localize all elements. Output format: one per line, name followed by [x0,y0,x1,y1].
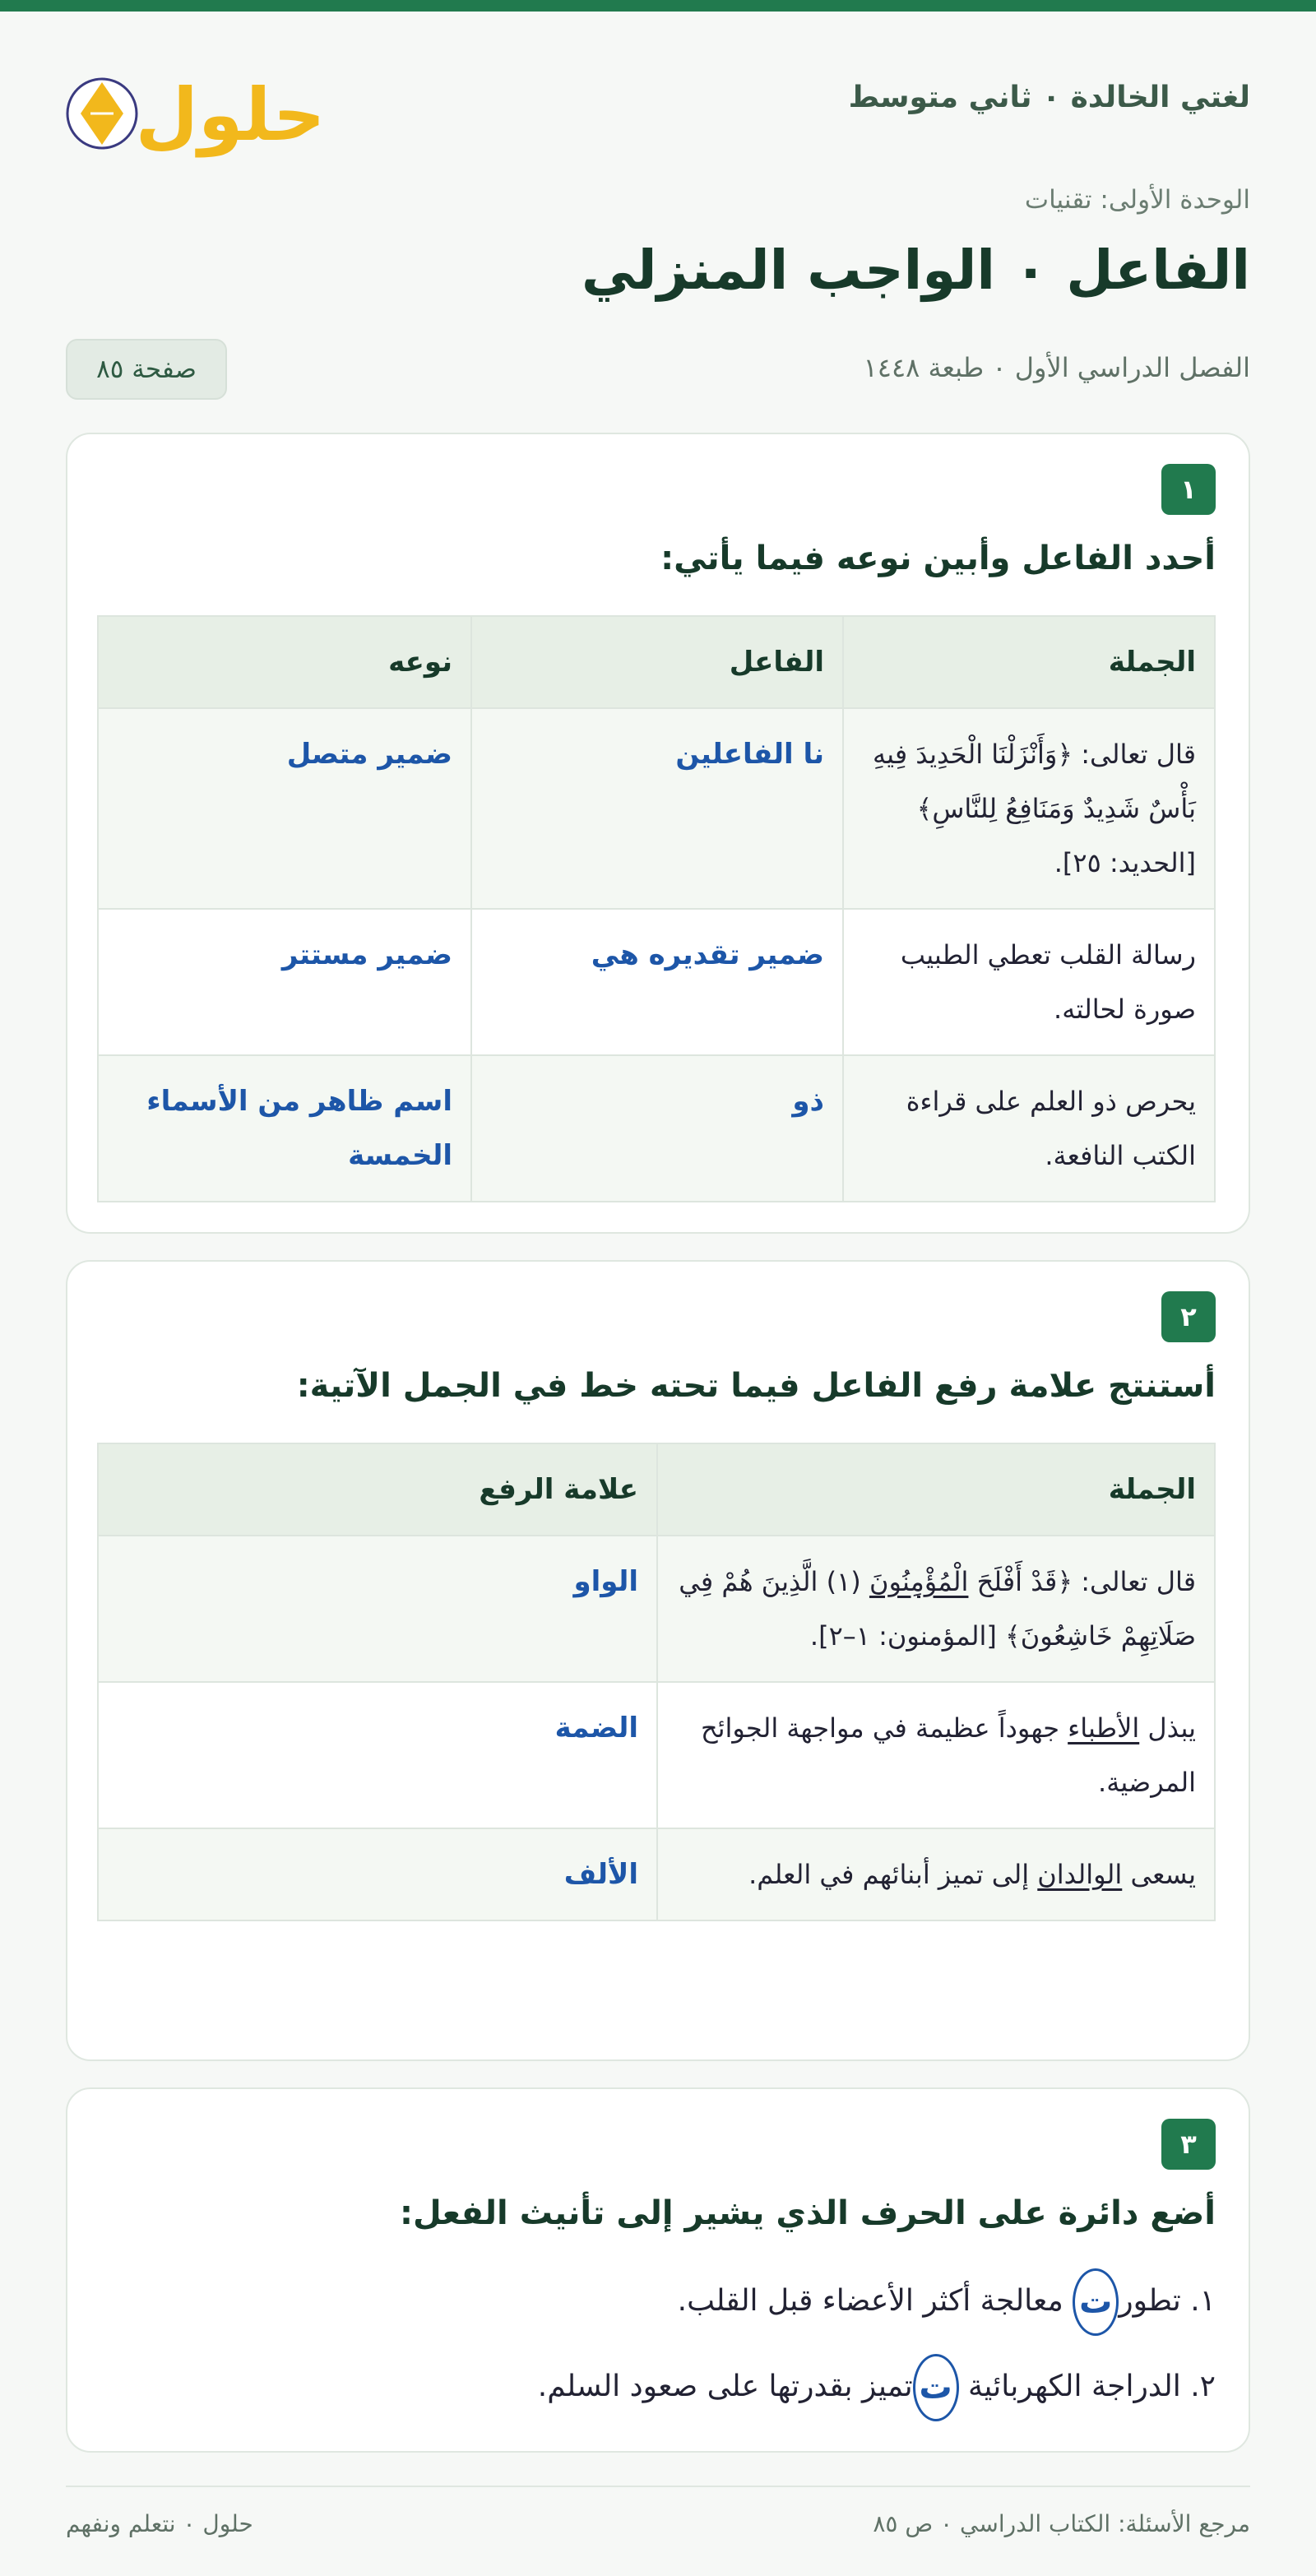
question-card-1 [66,433,1250,1234]
sentence-cell [657,1828,1215,1920]
question-card-2 [66,1260,1250,2061]
brand-logo[interactable] [66,58,326,157]
column-header: نوعه [98,616,471,708]
mark-answer: الضمة [98,1682,657,1828]
question-card-3 [66,2087,1250,2453]
page-badge: صفحة ٨٥ [66,339,227,400]
sentence-text: قال تعالى: ﴿قَدْ أَفْلَحَ [968,1566,1196,1597]
book-title: لغتي الخالدة ٠ ثاني متوسط [848,81,1250,114]
underlined-subject: الأطباء [1068,1712,1140,1744]
table-row [98,909,1215,1055]
item-text: معالجة أكثر الأعضاء قبل القلب. [677,2284,1073,2318]
question-title: أستنتج علامة رفع الفاعل فيما تحته خط في الجمل الآتية: [296,1367,1216,1405]
table-row [98,1055,1215,1202]
table-header-row [98,1443,1215,1536]
type-answer: اسم ظاهر من الأسماء الخمسة [98,1055,471,1202]
subject-table [97,615,1216,1202]
question-title: أضع دائرة على الحرف الذي يشير إلى تأنيث الفعل: [399,2194,1216,2232]
table-row [98,1682,1215,1828]
sentence-cell [657,1536,1215,1682]
sentence-cell: يحرص ذو العلم على قراءة الكتب النافعة. [843,1055,1215,1202]
footer-brand: حلول ٠ نتعلم ونفهم [66,2510,253,2537]
underlined-subject: الوالدان [1037,1859,1123,1890]
column-header: علامة الرفع [98,1443,657,1536]
subject-answer: نا الفاعلين [471,708,843,909]
sentence-text: إلى تميز أبنائهم في العلم. [748,1859,1038,1890]
sentence-cell [657,1682,1215,1828]
question-number: ٣ [1161,2119,1216,2170]
edition-meta: الفصل الدراسي الأول ٠ طبعة ١٤٤٨ [863,352,1250,383]
circled-letter: ت [1073,2268,1119,2336]
unit-label: الوحدة الأولى: تقنيات [1024,185,1250,215]
page-title: الفاعل ٠ الواجب المنزلي [582,239,1250,302]
sentence-text: جهوداً عظيمة في مواجهة الجوائح المرضية. [700,1712,1196,1798]
column-header: الجملة [657,1443,1215,1536]
mark-answer: الواو [98,1536,657,1682]
sentence-text: يبذل [1139,1712,1196,1744]
type-answer: ضمير مستتر [98,909,471,1055]
footer-divider [66,2486,1250,2487]
list-item [538,2354,1216,2421]
question-number: ١ [1161,464,1216,515]
raf-mark-table [97,1443,1216,1921]
column-header: الجملة [843,616,1215,708]
underlined-subject: الْمُؤْمِنُونَ [869,1566,969,1597]
table-row [98,1828,1215,1920]
type-answer: ضمير متصل [98,708,471,909]
logo-text: حلول [135,72,326,157]
item-text: تميز بقدرتها على صعود السلم. [537,2370,913,2403]
question-title: أحدد الفاعل وأبين نوعه فيما يأتي: [660,540,1216,577]
column-header: الفاعل [471,616,843,708]
footer-reference: مرجع الأسئلة: الكتاب الدراسي ٠ ص ٨٥ [873,2510,1250,2537]
question-number: ٢ [1161,1291,1216,1342]
sentence-text: يسعى [1122,1859,1196,1890]
subject-answer: ذو [471,1055,843,1202]
subject-answer: ضمير تقديره هي [471,909,843,1055]
sentence-cell: رسالة القلب تعطي الطبيب صورة لحالته. [843,909,1215,1055]
top-accent-bar [0,0,1316,12]
list-item [678,2268,1216,2336]
sentence-cell: قال تعالى: ﴿وَأَنْزَلْنَا الْحَدِيدَ فِيهِ بَأْسٌ شَدِيدٌ وَمَنَافِعُ لِلنَّاسِ﴾ [الحديد: ٢٥]. [843,708,1215,909]
sentence-text: (١) الَّذِينَ هُمْ فِي صَلَاتِهِمْ خَاشِعُونَ﴾ [المؤمنون: ١–٢]. [679,1566,1196,1652]
table-header-row [98,616,1215,708]
item-text: ٢. الدراجة الكهربائية [958,2370,1216,2403]
circled-letter: ت [913,2354,959,2421]
page-header [66,49,1250,156]
mark-answer: الألف [98,1828,657,1920]
table-row [98,1536,1215,1682]
table-row [98,708,1215,909]
item-text: ١. تطور [1119,2284,1216,2318]
